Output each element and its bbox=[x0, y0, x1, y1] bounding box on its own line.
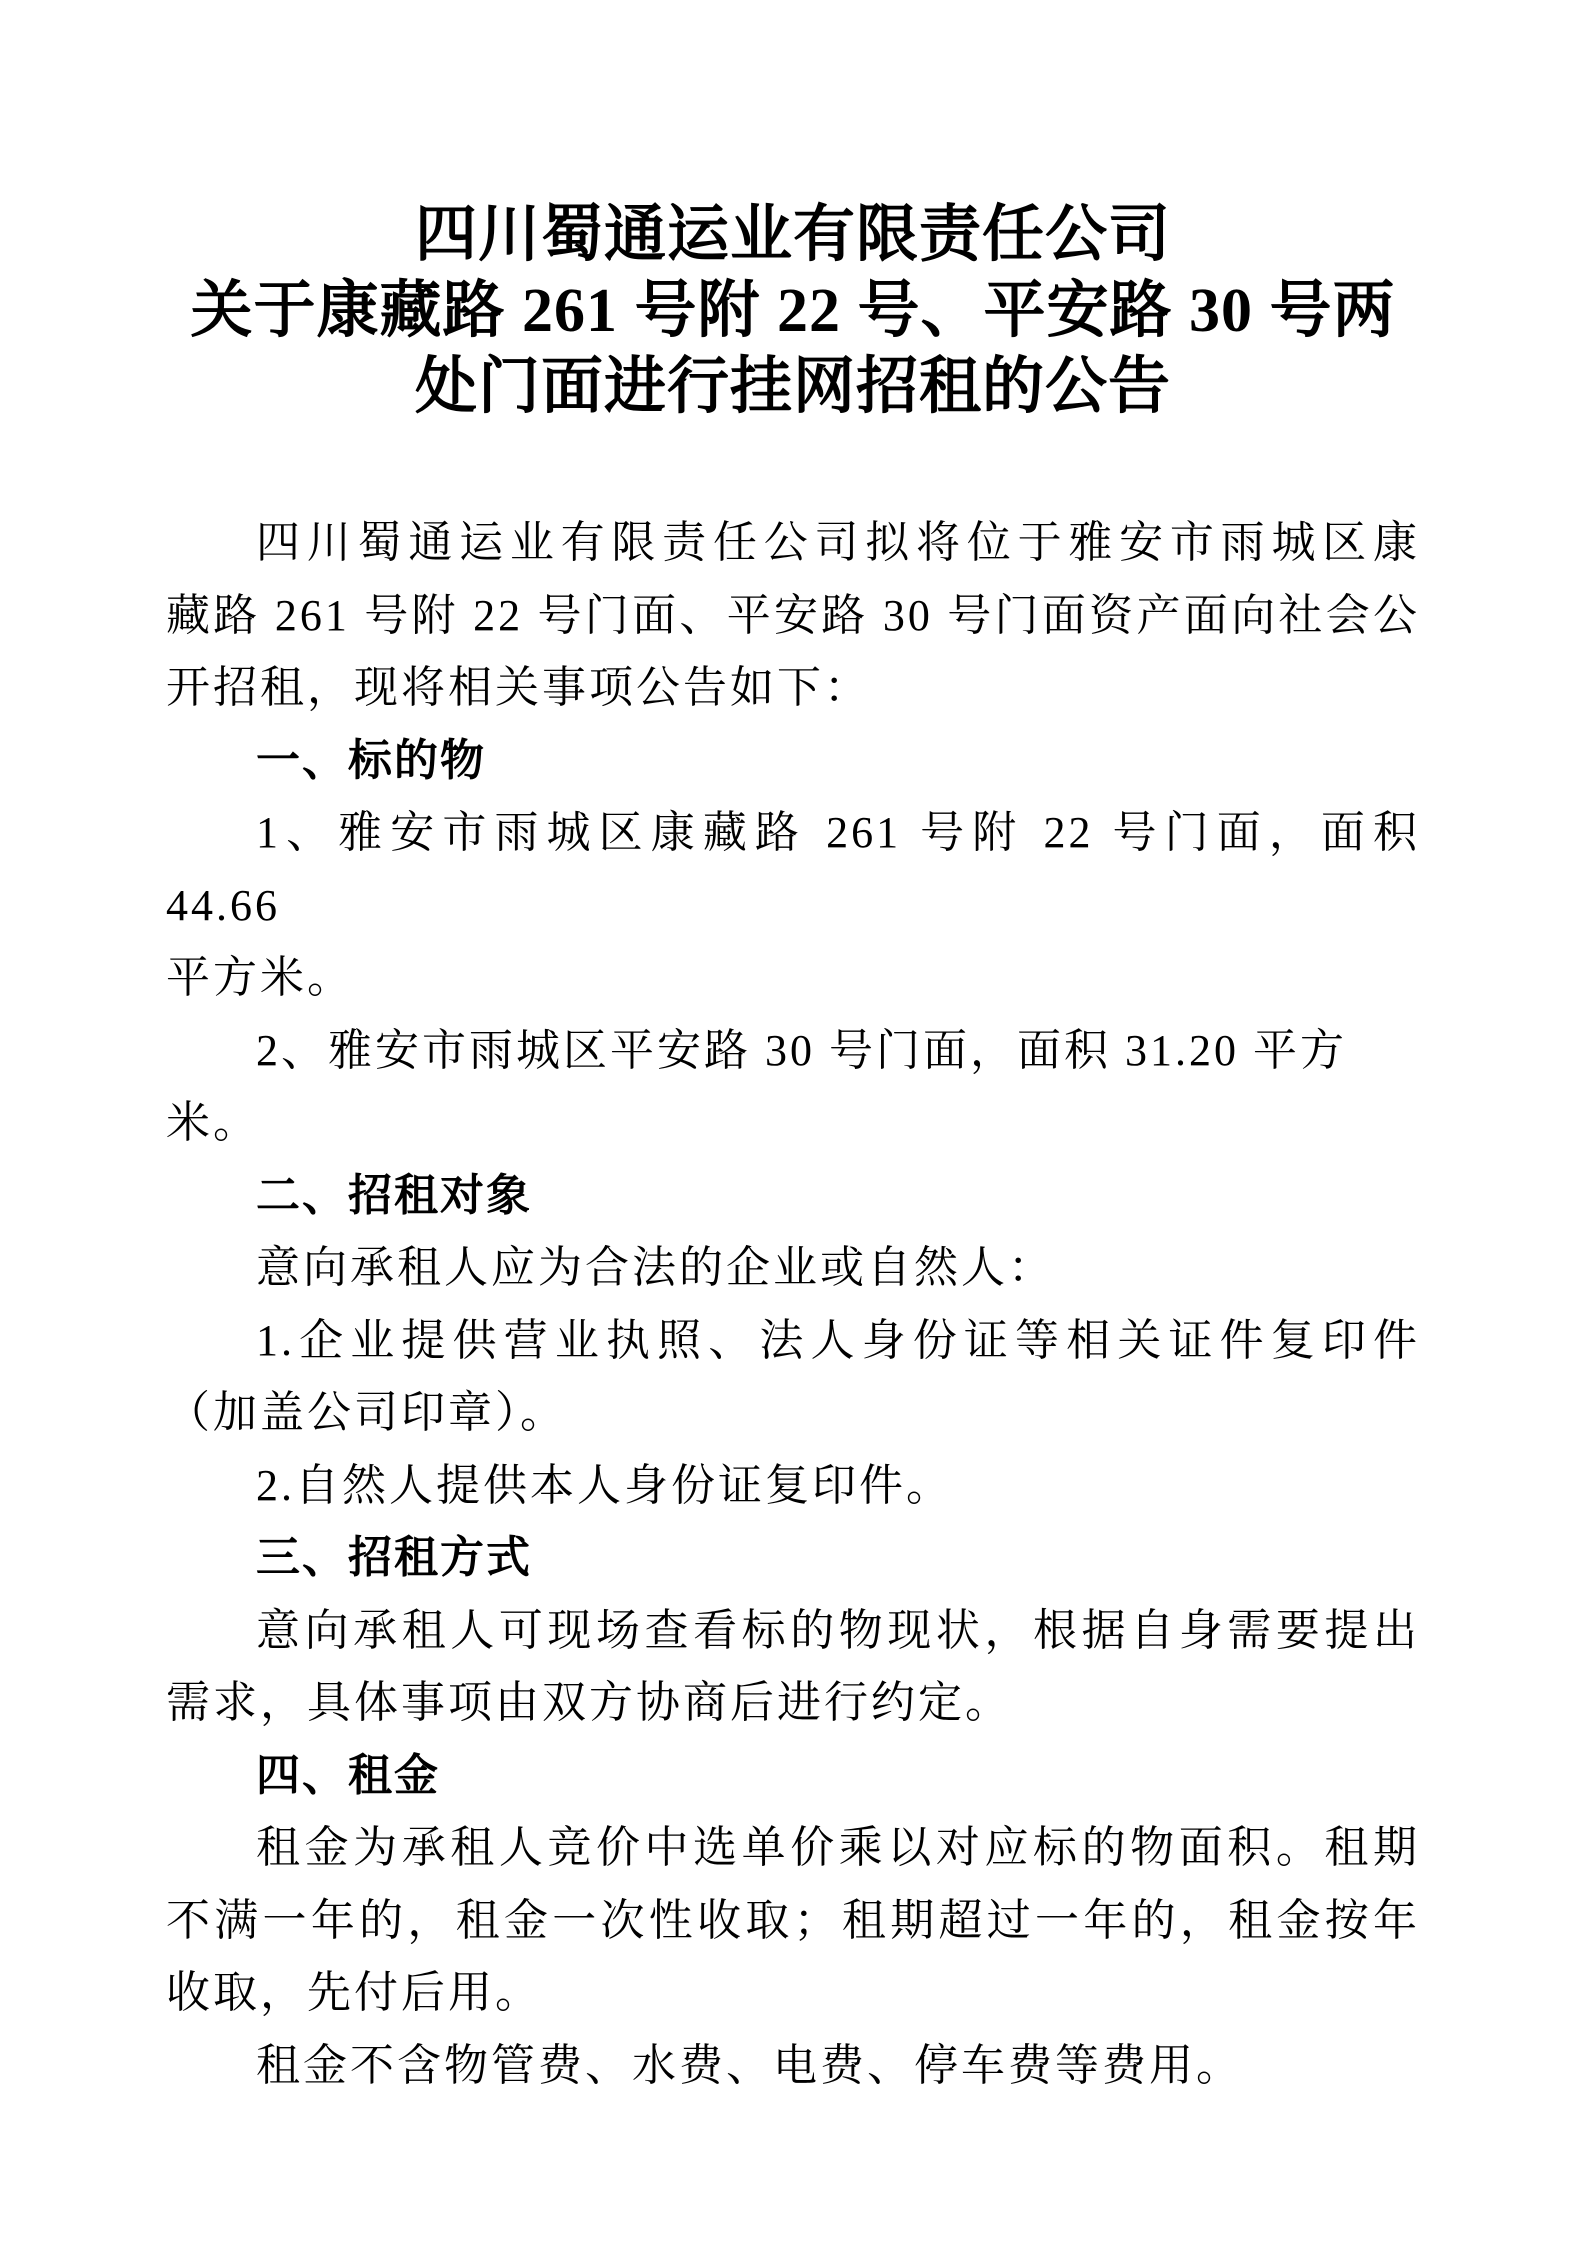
body-line: 不满一年的，租金一次性收取；租期超过一年的，租金按年 bbox=[166, 1895, 1420, 1945]
section-heading: 二、招租对象 bbox=[256, 1170, 532, 1220]
title-line: 关于康藏路 261 号附 22 号、平安路 30 号两 bbox=[190, 277, 1396, 345]
body-line: 意向承租人应为合法的企业或自然人： bbox=[256, 1243, 1055, 1292]
body-line: 意向承租人可现场查看标的物现状，根据自身需要提出 bbox=[256, 1605, 1420, 1655]
document-title bbox=[166, 197, 1420, 425]
body-line: 1、雅安市雨城区康藏路 261 号附 22 号门面，面积 44.66 bbox=[166, 808, 1420, 930]
body-line: 2、雅安市雨城区平安路 30 号门面，面积 31.20 平方米。 bbox=[166, 1025, 1347, 1147]
body-line: 2.自然人提供本人身份证复印件。 bbox=[256, 1460, 953, 1510]
section-heading: 一、标的物 bbox=[256, 735, 486, 785]
body-line: 需求，具体事项由双方协商后进行约定。 bbox=[166, 1678, 1012, 1727]
body-line: 藏路 261 号附 22 号门面、平安路 30 号门面资产面向社会公 bbox=[166, 590, 1420, 640]
section-heading: 四、租金 bbox=[256, 1750, 440, 1800]
body-line: 四川蜀通运业有限责任公司拟将位于雅安市雨城区康 bbox=[256, 518, 1420, 567]
title-line: 处门面进行挂网招租的公告 bbox=[414, 353, 1171, 421]
title-line: 四川蜀通运业有限责任公司 bbox=[414, 201, 1171, 269]
body-line: 开招租，现将相关事项公告如下： bbox=[166, 663, 871, 712]
body-line: （加盖公司印章）。 bbox=[166, 1388, 567, 1437]
section-heading: 三、招租方式 bbox=[256, 1533, 532, 1582]
body-line: 租金不含物管费、水费、电费、停车费等费用。 bbox=[256, 2040, 1243, 2090]
body-line: 租金为承租人竞价中选单价乘以对应标的物面积。租期 bbox=[256, 1823, 1420, 1872]
body-line: 平方米。 bbox=[166, 953, 354, 1002]
body-line: 1.企业提供营业执照、法人身份证等相关证件复印件 bbox=[256, 1315, 1420, 1365]
document-body bbox=[166, 507, 1420, 2102]
body-line: 收取，先付后用。 bbox=[166, 1968, 542, 2017]
